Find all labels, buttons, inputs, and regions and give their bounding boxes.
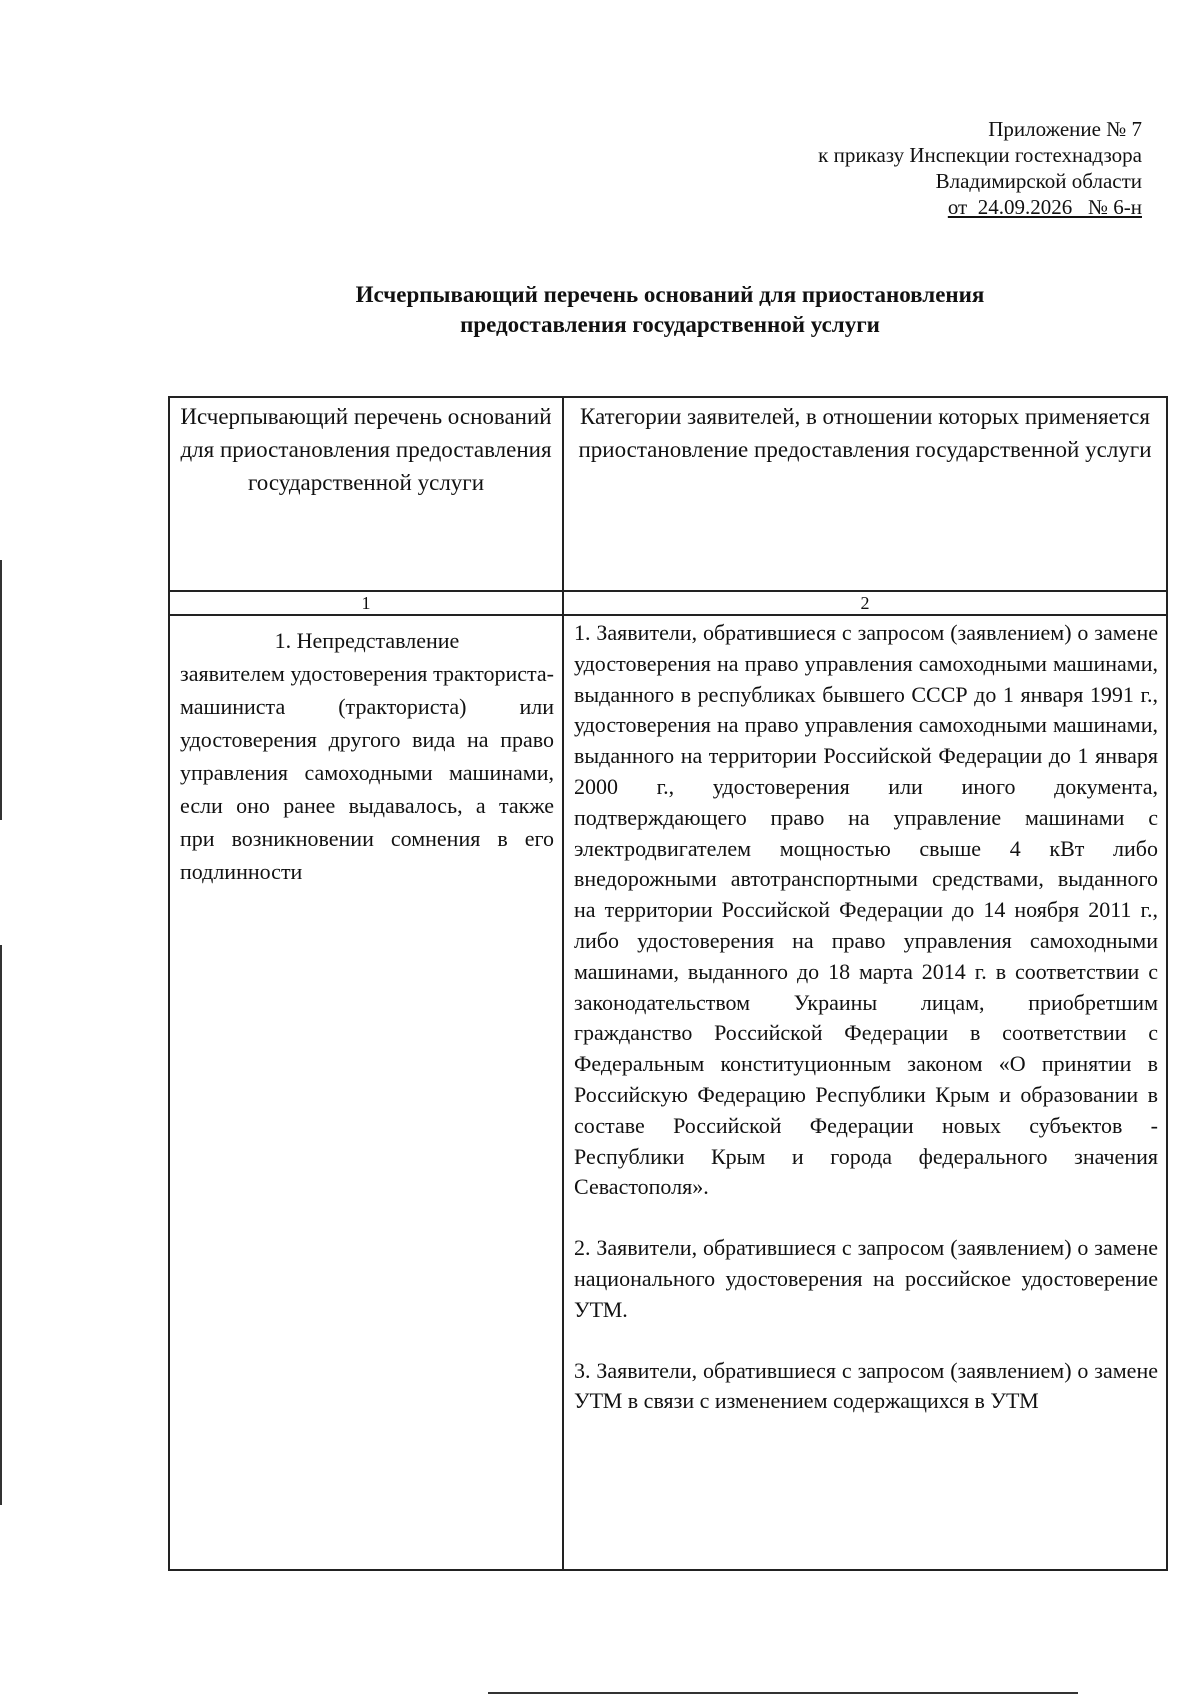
category-item-1: 1. Заявители, обратившиеся с запросом (заявлением) о замене удостоверения на право управления самоходными машинами, выданного в республиках бывшего СССР до 1 января 1991 г., удостоверения на право управления самоходными машинами, выданного на территории Российской Федерации до 1 января 2000 г., удостоверения или иного документа, подтверждающего право на управление машинами с электродвигателем мощностью свыше 4 кВт либо внедорожными автотранспортными средствами, выданного на территории Российской Федерации до 14 ноября 2011 г., либо удостоверения на право управления самоходными машинами, выданного до 18 марта 2014 г. в соответствии с законодательством Украины лицам, приобретшим гражданство Российской Федерации в соответствии с Федеральным конституционным законом «О принятии в Российскую Федерацию Республики Крым и образовании в составе Российской Федерации новых субъектов - Республики Крым и города федерального значения Севастополя». [574,620,1158,1200]
grounds-table-container [168,396,1168,1571]
scan-edge-mark [0,560,2,820]
document-title-line-2: предоставления государственной услуги [460,312,880,337]
column-number-row [169,591,1167,615]
annex-number: Приложение № 7 [988,117,1142,141]
page-bottom-rule [488,1692,1078,1694]
header-categories: Категории заявителей, в отношении которых применяется приостановление предоставления государственной услуги [563,397,1167,591]
grounds-table [168,396,1168,1571]
ground-cell [169,615,563,1570]
annex-order-ref: к приказу Инспекции гостехнадзора [818,143,1142,167]
categories-cell [563,615,1167,1570]
scan-edge-mark [0,945,2,1505]
column-number-1: 1 [169,591,563,615]
header-grounds: Исчерпывающий перечень оснований для приостановления предоставления государственной услуги [169,397,563,591]
ground-text: заявителем удостоверения тракториста-машиниста (тракториста) или удостоверения другого вида на право управления самоходными машинами, если оно ранее выдавалось, а также при возникновении сомнения в его подлинности [180,661,554,884]
table-row [169,615,1167,1570]
category-item-3: 3. Заявители, обратившиеся с запросом (заявлением) о замене УТМ в связи с изменением содержащихся в УТМ [574,1357,1158,1414]
annex-date-number: от 24.09.2026 № 6-н [947,195,1142,219]
annex-region: Владимирской области [935,169,1142,193]
document-title-line-1: Исчерпывающий перечень оснований для приостановления [355,282,985,307]
annex-block [818,116,1142,220]
table-header-row [169,397,1167,591]
category-item-2: 2. Заявители, обратившиеся с запросом (заявлением) о замене национального удостоверения на российское удостоверение УТМ. [574,1235,1158,1322]
ground-first-line: 1. Непредставление [274,628,460,653]
column-number-2: 2 [563,591,1167,615]
document-title [250,280,1090,340]
